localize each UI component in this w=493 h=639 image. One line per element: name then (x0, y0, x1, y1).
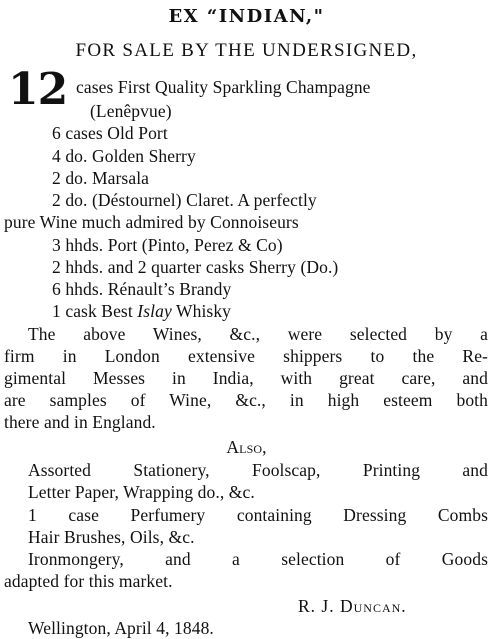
also-line-5: Ironmongery, and a selection of Goods (28, 549, 488, 569)
whisky-brand: Islay (137, 301, 172, 321)
whisky-prefix: 1 cask Best (52, 301, 138, 321)
item-old-port: 6 cases Old Port (52, 123, 168, 143)
item-brandy: 6 hhds. Rénault’s Brandy (52, 279, 232, 299)
item-claret-cont: pure Wine much admired by Connoiseurs (4, 212, 299, 232)
also-line-6: adapted for this market. (4, 571, 173, 591)
para-line-1: The above Wines, &c., were selected by a (28, 324, 488, 344)
item-marsala: 2 do. Marsala (52, 168, 150, 188)
item-champagne: cases First Quality Sparkling Champagne (76, 77, 371, 97)
item-sherry-hhds: 2 hhds. and 2 quarter casks Sherry (Do.) (52, 257, 339, 277)
also-line-4: Hair Brushes, Oils, &c. (28, 527, 195, 547)
ad-subheading: FOR SALE BY THE UNDERSIGNED, (75, 40, 418, 61)
item-port-hhds: 3 hhds. Port (Pinto, Perez & Co) (52, 235, 283, 255)
para-line-4: are samples of Wine, &c., in high esteem both (4, 390, 488, 410)
item-claret: 2 do. (Déstournel) Claret. A perfectly (52, 190, 317, 210)
item-whisky (52, 300, 231, 322)
dateline: Wellington, April 4, 1848. (28, 618, 214, 638)
item-golden-sherry: 4 do. Golden Sherry (52, 146, 196, 166)
whisky-suffix: Whisky (171, 301, 232, 321)
ad-heading: EX “INDIAN," (168, 6, 325, 27)
also-line-1: Assorted Stationery, Foolscap, Printing and (28, 460, 488, 480)
para-line-3: gimental Messes in India, with great care, and (4, 368, 488, 388)
also-line-3: 1 case Perfumery containing Dressing Combs (28, 505, 488, 525)
item-champagne-brand: (Lenêpvue) (90, 101, 172, 121)
also-heading: Also, (226, 437, 267, 457)
para-line-2: firm in London extensive shippers to the Re- (4, 346, 488, 366)
also-line-2: Letter Paper, Wrapping do., &c. (28, 482, 255, 502)
para-line-5: there and in England. (4, 412, 156, 432)
signature: R. J. Duncan. (298, 596, 407, 616)
lead-quantity: 12 (8, 64, 68, 115)
